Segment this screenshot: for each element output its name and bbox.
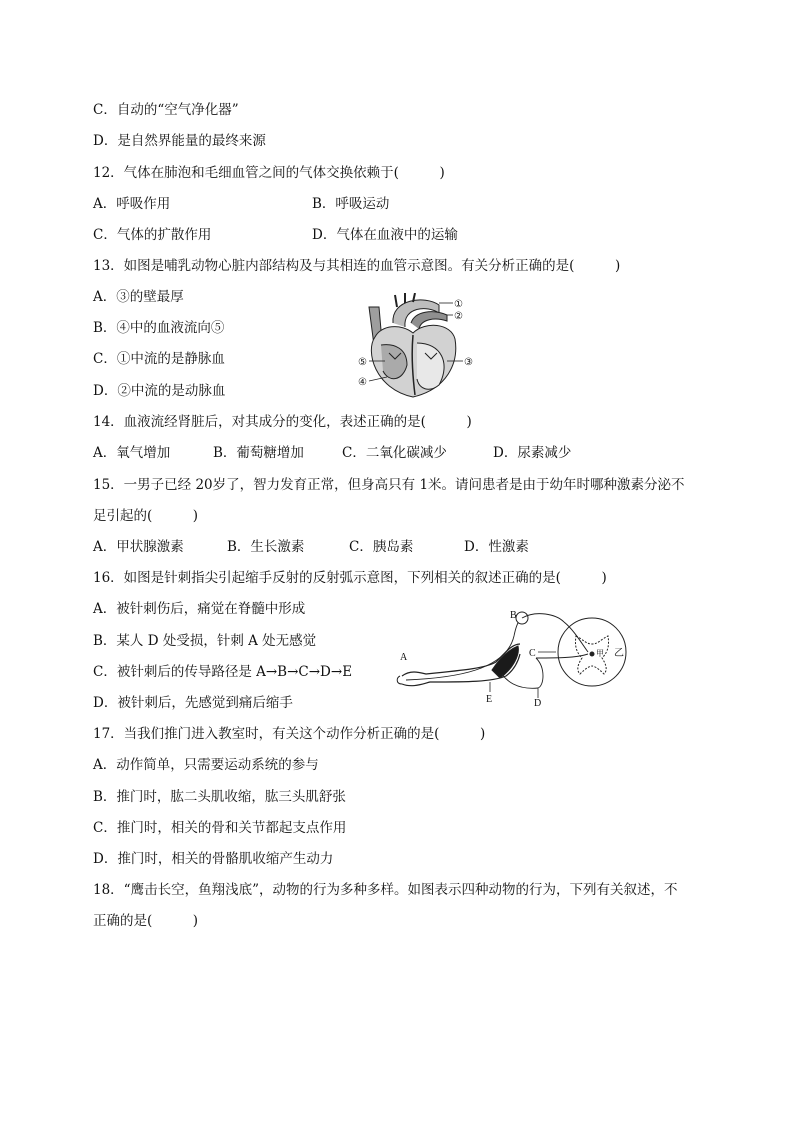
q16-option-a: A．被针刺伤后，痛觉在脊髓中形成 (93, 601, 306, 617)
heart-label-5: ⑤ (358, 357, 367, 368)
q13-option-a: A．③的壁最厚 (93, 289, 184, 305)
q18-stem-line1: 18．“鹰击长空，鱼翔浅底”，动物的行为多种多样。如图表示四种动物的行为，下列有关叙述，不 (93, 882, 678, 898)
q14-option-d: D．尿素减少 (493, 445, 572, 461)
q16-option-d: D．被针刺后，先感觉到痛后缩手 (93, 695, 293, 711)
q12-option-d: D．气体在血液中的运输 (312, 227, 458, 243)
heart-label-1: ① (454, 299, 463, 310)
q12-stem: 12．气体在肺泡和毛细血管之间的气体交换依赖于( ) (93, 165, 445, 181)
reflex-label-d: D (534, 698, 542, 708)
q12-option-a: A．呼吸作用 (93, 196, 171, 212)
q14-option-b: B．葡萄糖增加 (213, 445, 304, 461)
q13-option-b: B．④中的血液流向⑤ (93, 320, 225, 336)
reflex-label-c: C (529, 648, 536, 659)
q15-option-a: A．甲状腺激素 (93, 539, 184, 555)
reflex-label-yi: 乙 (614, 648, 624, 659)
heart-label-4: ④ (358, 377, 367, 388)
reflex-label-jia: 甲 (596, 649, 604, 658)
q17-option-a: A．动作简单，只需要运动系统的参与 (93, 757, 319, 773)
reflex-label-b: B (510, 610, 517, 621)
q17-stem: 17．当我们推门进入教室时，有关这个动作分析正确的是( ) (93, 726, 486, 742)
q12-option-b: B．呼吸运动 (312, 196, 390, 212)
q11-option-d: D．是自然界能量的最终来源 (93, 133, 266, 149)
q15-stem-line2: 足引起的( ) (93, 508, 199, 524)
q16-option-b: B．某人 D 处受损，针刺 A 处无感觉 (93, 633, 317, 649)
q16-option-c: C．被针刺后的传导路径是 A→B→C→D→E (93, 664, 353, 680)
reflex-arc-diagram (396, 608, 636, 708)
q13-option-d: D．②中流的是动脉血 (93, 383, 226, 399)
reflex-label-a: A (400, 652, 408, 663)
q14-option-a: A．氧气增加 (93, 445, 171, 461)
q12-option-c: C．气体的扩散作用 (93, 227, 212, 243)
q13-option-c: C．①中流的是静脉血 (93, 351, 225, 367)
heart-label-2: ② (454, 311, 463, 322)
heart-label-3: ③ (464, 357, 473, 368)
q15-option-c: C．胰岛素 (349, 539, 414, 555)
heart-diagram (355, 293, 485, 401)
q17-option-d: D．推门时，相关的骨骼肌收缩产生动力 (93, 851, 334, 867)
q17-option-c: C．推门时，相关的骨和关节都起支点作用 (93, 820, 347, 836)
q15-option-d: D．性激素 (464, 539, 529, 555)
q17-option-b: B．推门时，肱二头肌收缩，肱三头肌舒张 (93, 789, 346, 805)
q18-stem-line2: 正确的是( ) (93, 913, 199, 929)
q14-stem: 14．血液流经肾脏后，对其成分的变化，表述正确的是( ) (93, 414, 472, 430)
q13-stem: 13．如图是哺乳动物心脏内部结构及与其相连的血管示意图。有关分析正确的是( ) (93, 258, 621, 274)
q16-stem: 16．如图是针刺指尖引起缩手反射的反射弧示意图，下列相关的叙述正确的是( ) (93, 570, 607, 586)
q15-option-b: B．生长激素 (227, 539, 305, 555)
q14-option-c: C．二氧化碳减少 (342, 445, 447, 461)
reflex-label-e: E (486, 694, 493, 705)
q11-option-c: C．自动的“空气净化器” (93, 102, 239, 118)
q15-stem-line1: 15．一男子已经 20岁了，智力发育正常，但身高只有 1米。请问患者是由于幼年时哪种激素分泌不 (93, 477, 685, 493)
